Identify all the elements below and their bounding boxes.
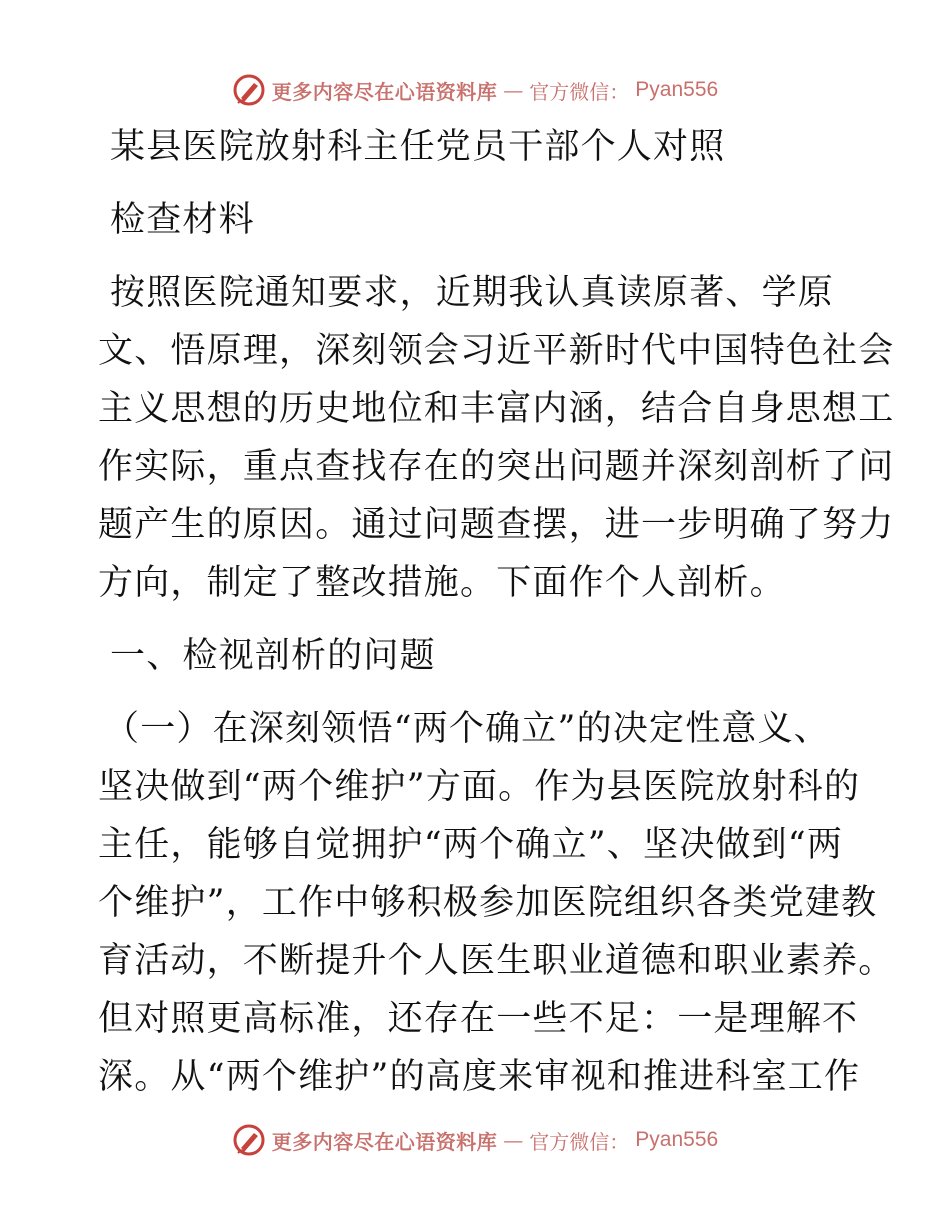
pen-logo-icon xyxy=(232,73,266,107)
paragraph-line: 主任，能够自觉拥护“两个确立”、坚决做到“两 xyxy=(98,825,844,865)
watermark-official-label: 官方微信： xyxy=(529,1129,630,1154)
watermark-text: 更多内容尽在心语资料库 xyxy=(271,79,498,104)
watermark-wechat-id: Pyan556 xyxy=(635,78,719,101)
paragraph-2 xyxy=(98,700,895,1106)
paragraph-line: 作实际，重点查找存在的突出问题并深刻剖析了问 xyxy=(98,447,895,487)
watermark-dash: — xyxy=(503,78,524,102)
paragraph-line: 育活动，不断提升个人医生职业道德和职业素养。 xyxy=(98,941,895,981)
paragraph-line: 方向，制定了整改措施。下面作个人剖析。 xyxy=(98,563,786,603)
watermark-dash: — xyxy=(503,1128,524,1152)
section-heading: 一、检视剖析的问题 xyxy=(110,636,436,676)
paragraph-line: 但对照更高标准，还存在一些不足：一是理解不 xyxy=(98,999,859,1039)
paragraph-line: 主义思想的历史地位和丰富内涵，结合自身思想工 xyxy=(98,389,895,429)
paragraph-line: 按照医院通知要求，近期我认真读原著、学原 xyxy=(110,273,835,313)
document-title-line-1: 某县医院放射科主任党员干部个人对照 xyxy=(110,127,726,167)
paragraph-1 xyxy=(98,264,895,612)
paragraph-line: 深。从“两个维护”的高度来审视和推进科室工作 xyxy=(98,1057,861,1097)
paragraph-line: （一）在深刻领悟“两个确立”的决定性意义、 xyxy=(104,709,830,749)
watermark-banner-bottom xyxy=(0,1120,950,1160)
paragraph-line: 文、悟原理，深刻领会习近平新时代中国特色社会 xyxy=(98,331,895,371)
pen-logo-icon xyxy=(232,1123,266,1157)
paragraph-line: 题产生的原因。通过问题查摆，进一步明确了努力 xyxy=(98,505,895,545)
watermark-official-label: 官方微信： xyxy=(529,79,630,104)
watermark-text: 更多内容尽在心语资料库 xyxy=(271,1129,498,1154)
watermark-banner-top xyxy=(0,70,950,110)
document-title-line-2: 检查材料 xyxy=(110,200,255,240)
watermark-wechat-id: Pyan556 xyxy=(635,1128,719,1151)
paragraph-line: 坚决做到“两个维护”方面。作为县医院放射科的 xyxy=(98,767,861,807)
paragraph-line: 个维护”，工作中够积极参加医院组织各类党建教 xyxy=(98,883,878,923)
document-body xyxy=(98,118,895,1106)
